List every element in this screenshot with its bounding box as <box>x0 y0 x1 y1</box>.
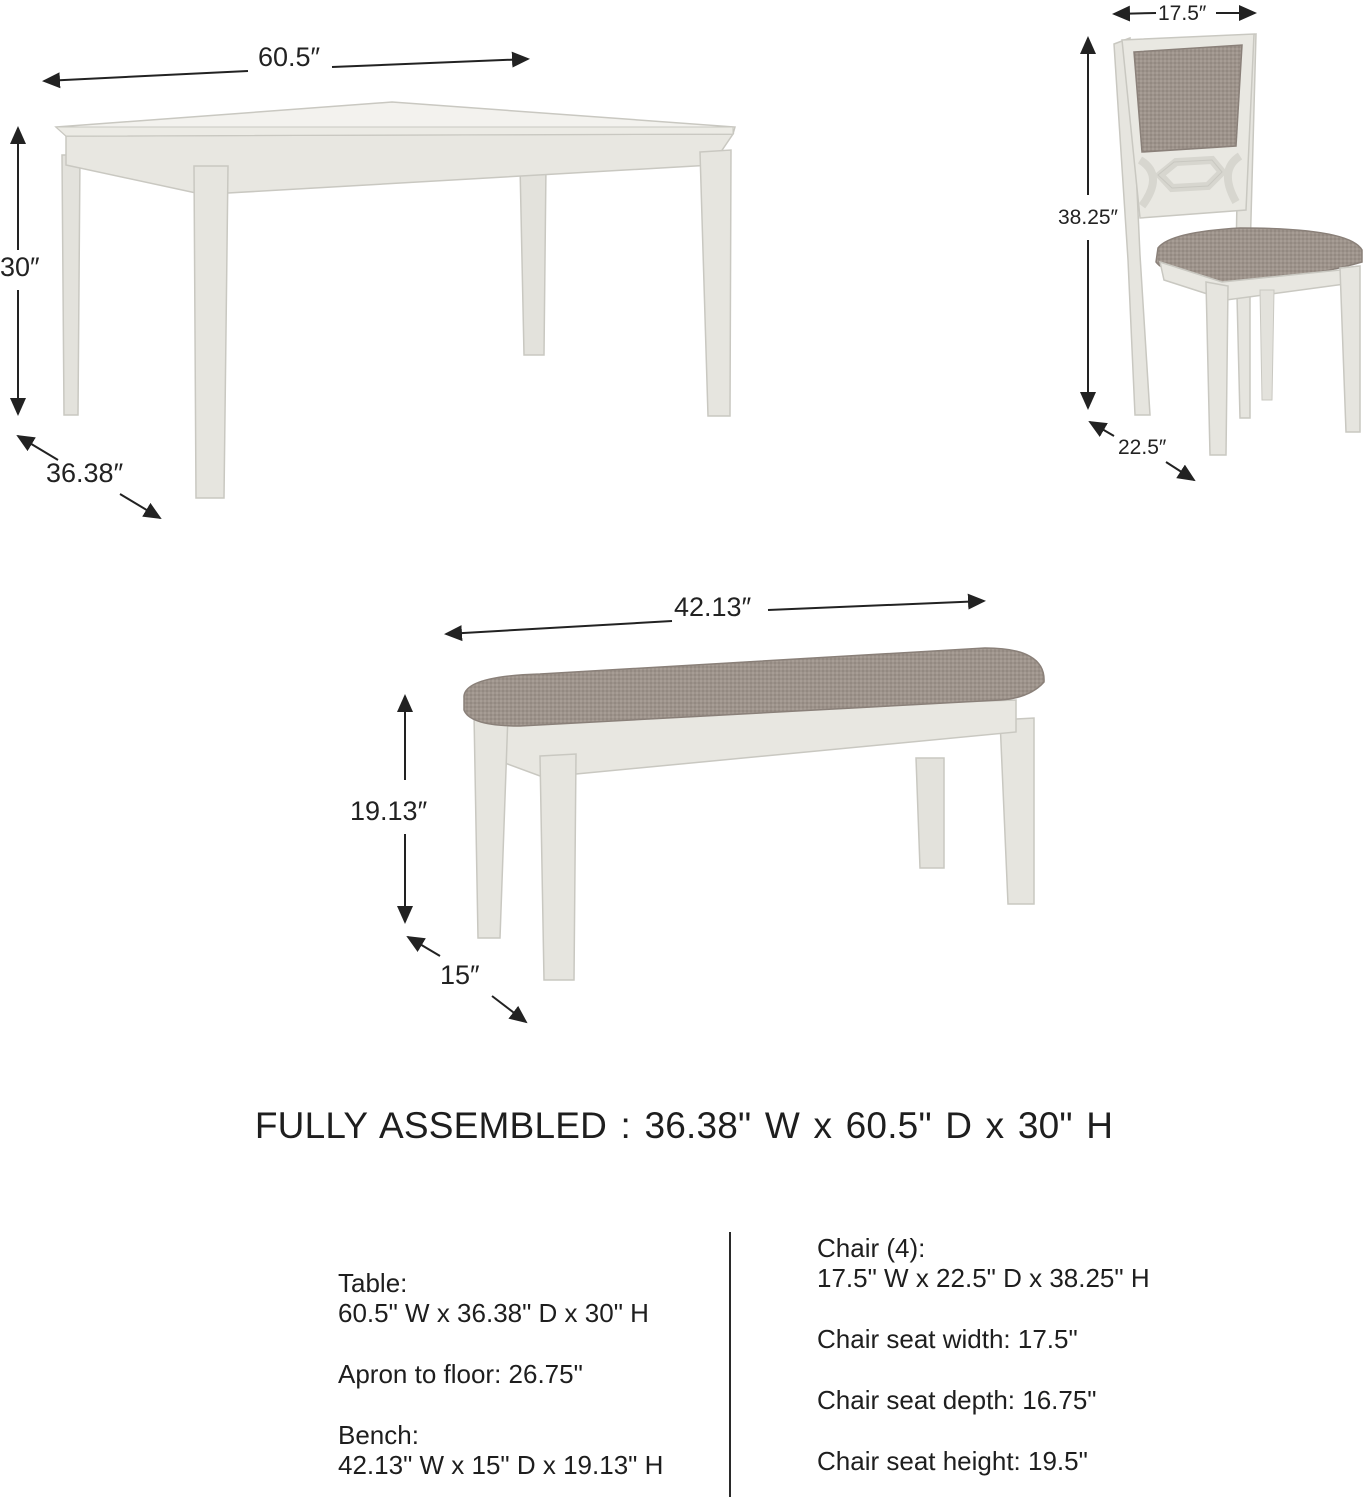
bench-width-label: 42.13″ <box>674 592 752 622</box>
table-depth-arrow-up <box>18 436 58 460</box>
chair-spec-value: 17.5" W x 22.5" D x 38.25" H <box>817 1263 1150 1293</box>
table-depth-arrow-down <box>120 494 160 518</box>
chair-front-right-leg <box>1340 266 1360 432</box>
assembled-dimensions-heading: FULLY ASSEMBLED : 36.38" W x 60.5" D x 30" H <box>254 1105 1114 1146</box>
bench-drawing <box>405 601 1044 1022</box>
bench-back-left-leg <box>474 714 508 938</box>
bench-spec-label: Bench: <box>338 1420 419 1450</box>
chair-drawing <box>1088 13 1362 480</box>
chair-seat-width-spec: Chair seat width: 17.5" <box>817 1324 1078 1354</box>
bench-front-left-leg <box>540 754 576 980</box>
specs-left-column <box>338 1268 663 1511</box>
table-front-left-leg <box>194 166 228 498</box>
table-height-label: 30″ <box>0 252 40 282</box>
table-apron <box>66 134 733 193</box>
table-back-right-leg <box>520 165 546 355</box>
table-drawing <box>18 59 735 518</box>
chair-front-left-leg <box>1206 282 1228 455</box>
chair-seat-depth-spec: Chair seat depth: 16.75" <box>817 1385 1097 1415</box>
table-back-left-leg <box>62 155 80 415</box>
chair-back-cushion <box>1134 45 1242 152</box>
bench-depth-label: 15″ <box>440 960 480 990</box>
chair-width-label: 17.5″ <box>1158 2 1207 25</box>
apron-to-floor-spec: Apron to floor: 26.75" <box>338 1359 583 1389</box>
table-spec-value: 60.5" W x 36.38" D x 30" H <box>338 1298 649 1328</box>
specs-right-column <box>817 1233 1150 1507</box>
table-width-arrow-left <box>44 71 248 81</box>
table-width-label: 60.5″ <box>258 42 321 72</box>
table-spec-label: Table: <box>338 1268 408 1298</box>
chair-depth-label: 22.5″ <box>1118 436 1167 459</box>
chair-seat-height-spec: Chair seat height: 19.5" <box>817 1446 1088 1476</box>
table-depth-label: 36.38″ <box>46 458 124 488</box>
bench-spec-value: 42.13" W x 15" D x 19.13" H <box>338 1450 664 1480</box>
bench-height-label: 19.13″ <box>350 796 428 826</box>
table-width-arrow-right <box>332 59 528 67</box>
chair-spec-label: Chair (4): <box>817 1233 926 1263</box>
chair-height-label: 38.25″ <box>1058 206 1118 229</box>
column-divider <box>729 1232 731 1497</box>
table-front-right-leg <box>700 150 731 416</box>
